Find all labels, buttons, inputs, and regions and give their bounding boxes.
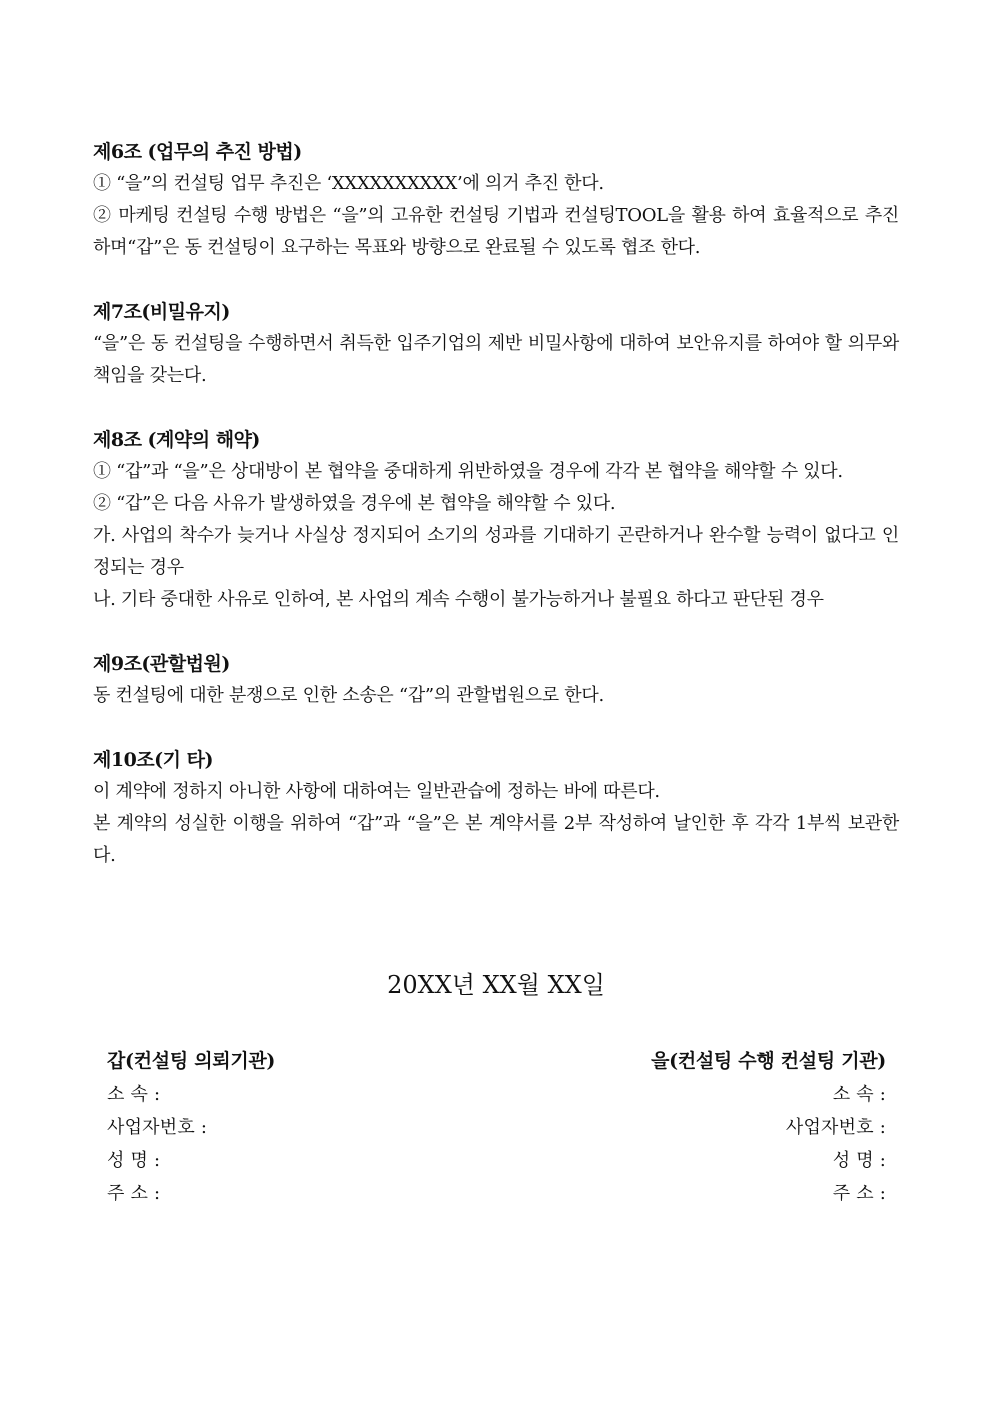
article-title: 제8조 (계약의 해약)	[93, 429, 260, 451]
party-title: 갑(컨설팅 의뢰기관)	[107, 1050, 276, 1072]
article-paragraph: ② 마케팅 컨설팅 수행 방법은 “을”의 고유한 컨설팅 기법과 컨설팅TOOL을 활용 하여 효율적으로 추진하며“갑”은 동 컨설팅이 요구하는 목표와 방향으로 완료될 수 있도록 협조 한다.	[93, 205, 899, 258]
article-10	[93, 744, 899, 872]
party-eul	[651, 1045, 886, 1210]
article-title: 제9조(관할법원)	[93, 653, 230, 675]
article-paragraph: 동 컨설팅에 대한 분쟁으로 인한 소송은 “갑”의 관할법원으로 한다.	[93, 685, 604, 706]
field-address: 주 소 :	[832, 1183, 886, 1204]
article-paragraph: ② “갑”은 다음 사유가 발생하였을 경우에 본 협약을 해약할 수 있다.	[93, 493, 616, 514]
signature-block	[107, 1045, 886, 1210]
article-paragraph: ① “갑”과 “을”은 상대방이 본 협약을 중대하게 위반하였을 경우에 각각 본 협약을 해약할 수 있다.	[93, 461, 843, 482]
article-paragraph: “을”은 동 컨설팅을 수행하면서 취득한 입주기업의 제반 비밀사항에 대하여 보안유지를 하여야 할 의무와 책임을 갖는다.	[93, 333, 899, 386]
party-gap	[107, 1045, 275, 1210]
field-name: 성 명 :	[832, 1150, 886, 1171]
article-title: 제10조(기 타)	[93, 749, 213, 771]
article-title: 제6조 (업무의 추진 방법)	[93, 141, 302, 163]
contract-date: 20XX년 XX월 XX일	[387, 971, 605, 999]
article-paragraph: 본 계약의 성실한 이행을 위하여 “갑”과 “을”은 본 계약서를 2부 작성하여 날인한 후 각각 1부씩 보관한다.	[93, 813, 899, 866]
article-6	[93, 136, 899, 264]
article-8	[93, 424, 899, 616]
article-paragraph: 나. 기타 중대한 사유로 인하여, 본 사업의 계속 수행이 불가능하거나 불필요 하다고 판단된 경우	[93, 589, 824, 610]
contract-body	[93, 136, 899, 902]
article-title: 제7조(비밀유지)	[93, 301, 230, 323]
field-address: 주 소 :	[107, 1183, 161, 1204]
field-affiliation: 소 속 :	[107, 1084, 161, 1105]
field-name: 성 명 :	[107, 1150, 161, 1171]
field-affiliation: 소 속 :	[832, 1084, 886, 1105]
article-paragraph: 이 계약에 정하지 아니한 사항에 대하여는 일반관습에 정하는 바에 따른다.	[93, 781, 660, 802]
article-9	[93, 648, 899, 712]
party-title: 을(컨설팅 수행 컨설팅 기관)	[651, 1050, 886, 1072]
field-business-number: 사업자번호 :	[785, 1117, 886, 1138]
article-paragraph: 가. 사업의 착수가 늦거나 사실상 정지되어 소기의 성과를 기대하기 곤란하거나 완수할 능력이 없다고 인정되는 경우	[93, 525, 899, 578]
article-7	[93, 296, 899, 392]
article-paragraph: ① “을”의 컨설팅 업무 추진은 ‘XXXXXXXXXX’에 의거 추진 한다.	[93, 173, 604, 194]
field-business-number: 사업자번호 :	[107, 1117, 208, 1138]
